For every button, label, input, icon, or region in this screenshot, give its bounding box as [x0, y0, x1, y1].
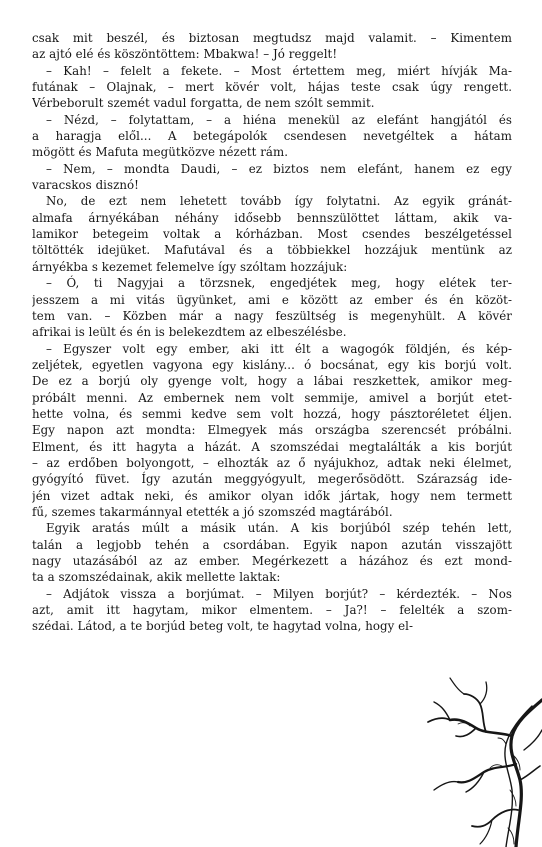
text-line: De ez a borjú oly gyenge volt, hogy a lábai reszkettek, amikor meg-: [32, 374, 512, 389]
text-line: szédai. Látod, a te borjúd beteg volt, te hagytad volna, hogy el-: [32, 619, 414, 634]
text-line: – Kah! – felelt a fekete. – Most értettem meg, miért hívják Ma-: [46, 63, 512, 78]
text-line: az ajtó elé és köszöntöttem: Mbakwa! – Jó reggelt!: [32, 47, 338, 62]
text-line: talán a legjobb tehén a csordában. Egyik napon azután visszajött: [32, 537, 512, 552]
paragraph: [32, 193, 512, 275]
paragraph: [32, 275, 512, 340]
text-line: jén vizet adtak neki, és amikor olyan idők jártak, hogy nem termett: [32, 488, 512, 503]
text-line: Vérbeborult szemét vadul forgatta, de nem szólt semmit.: [32, 96, 375, 111]
text-line: csak mit beszél, és biztosan megtudsz majd valamit. – Kimentem: [32, 31, 512, 45]
text-line: varacskos disznó!: [32, 178, 139, 193]
text-line: afrikai is leült és én is belekezdtem az elbeszélésbe.: [32, 325, 347, 340]
text-line: Egyik aratás múlt a másik után. A kis borjúból szép tehén lett,: [46, 521, 512, 536]
body-text: [32, 30, 512, 635]
paragraph: [32, 520, 512, 585]
text-line: azt, amit itt hagytam, mikor elmentem. – Ja?! – felelték a szom-: [32, 603, 512, 618]
text-line: futának – Olajnak, – mert kövér volt, hájas teste csak úgy rengett.: [32, 80, 512, 95]
text-line: zeljétek, egyetlen vagyona egy kislány... ó bocsánat, egy kis borjú volt.: [32, 357, 512, 372]
text-line: No, de ezt nem lehetett tovább így folytatni. Az egyik gránát-: [46, 194, 512, 209]
paragraph: [32, 341, 512, 521]
text-line: töltötték idejüket. Mafutával és a többiekkel hozzájuk mentünk az: [32, 243, 512, 258]
text-line: fű, szemes takarmánnyal etették a jó szomszéd magtárából.: [32, 504, 393, 519]
text-line: gyógyító füvet. Így azután meggyógyult, megerősödött. Szárazság ide-: [32, 472, 512, 487]
text-line: – Ó, ti Nagyjai a törzsnek, engedjétek meg, hogy elétek ter-: [46, 276, 512, 291]
paragraph: [32, 63, 512, 112]
paragraph: [32, 161, 512, 194]
text-line: tem van. – Közben már a nagy feszültség is megenyhült. A kövér: [32, 308, 512, 323]
text-line: árnyékba s kezemet felemelve így szóltam hozzájuk:: [32, 259, 348, 274]
text-line: – az erdőben bolyongott, – elhozták az ő nyájukhoz, adtak neki élelmet,: [32, 455, 512, 470]
text-line: – Nézd, – folytattam, – a hiéna menekül az elefánt hangjától és: [46, 112, 512, 127]
text-line: – Egyszer volt egy ember, aki itt élt a wagogók földjén, és kép-: [46, 341, 512, 356]
text-line: próbált menni. Az embernek nem volt semmije, amivel a borjút etet-: [32, 390, 512, 405]
text-line: almafa árnyékában néhány idősebb bennszülöttet láttam, akik va-: [32, 210, 512, 225]
text-line: nagy utazásából az az ember. Megérkezett a házához és ezt mond-: [32, 554, 512, 568]
tree-branch-drawing-icon: [420, 660, 542, 847]
text-line: a haragja elől... A betegápolók csendesen nevetgéltek a hátam: [32, 129, 512, 144]
paragraph: [32, 30, 512, 63]
text-line: jesszem a mi vitás ügyünket, ami e között az ember és én közöt-: [32, 292, 512, 307]
text-line: mögött és Mafuta megütközve nézett rám.: [32, 145, 289, 160]
text-line: Egy napon azt mondta: Elmegyek más országba szerencsét próbálni.: [32, 423, 512, 438]
text-line: Elment, és itt hagyta a házát. A szomszédai megtalálták a kis borjút: [32, 439, 512, 454]
text-line: hette volna, és semmi kedve sem volt hozzá, hogy pásztoréletet éljen.: [32, 406, 512, 421]
text-line: – Nem, – mondta Daudi, – ez biztos nem elefánt, hanem ez egy: [46, 161, 512, 176]
paragraph: [32, 112, 512, 161]
text-line: ta a szomszédainak, akik mellette laktak:: [32, 570, 281, 585]
paragraph: [32, 586, 512, 635]
text-line: lamikor betegeim voltak a kórházban. Most csendes beszélgetéssel: [32, 227, 512, 242]
text-line: – Adjátok vissza a borjúmat. – Milyen borjút? – kérdezték. – Nos: [46, 586, 512, 601]
